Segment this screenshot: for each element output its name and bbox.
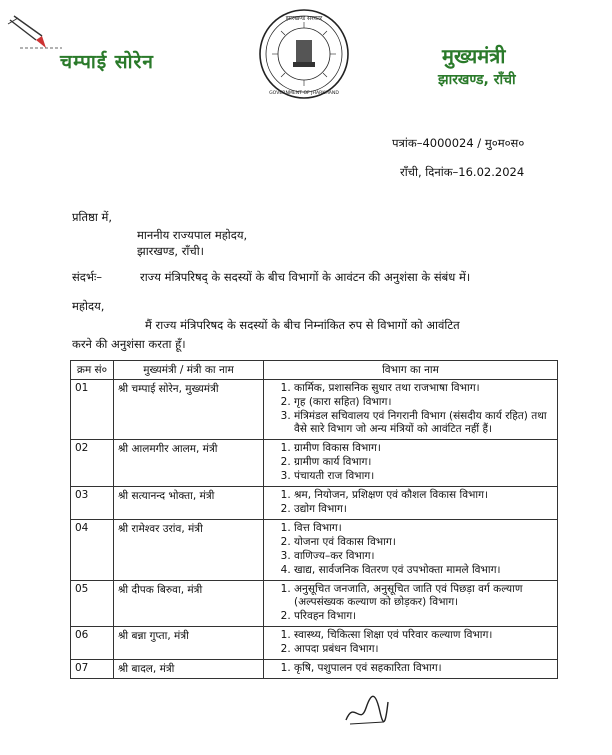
department-item: 1. स्वास्थ्य, चिकित्सा शिक्षा एवं परिवार कल्याण विभाग।	[294, 629, 553, 642]
table-row	[71, 440, 558, 487]
row-serial: 01	[71, 380, 114, 440]
department-item: 2. परिवहन विभाग।	[294, 610, 553, 623]
table-row	[71, 627, 558, 660]
emblem-top-text: झारखण्ड सरकार	[285, 15, 323, 22]
reference-number: पत्रांक–4000024 / मु०म०स०	[392, 136, 525, 150]
row-serial: 06	[71, 627, 114, 660]
row-departments	[264, 627, 558, 660]
row-minister-name: श्री बादल, मंत्री	[114, 660, 264, 679]
address-prefix: प्रतिष्ठा में,	[72, 210, 113, 224]
table-row	[71, 660, 558, 679]
department-list	[268, 583, 553, 623]
signature-icon	[340, 690, 392, 730]
letterhead-location: झारखण्ड, राँची	[438, 72, 516, 88]
department-item: 1. कार्मिक, प्रशासनिक सुधार तथा राजभाषा विभाग।	[294, 382, 553, 395]
header-department: विभाग का नाम	[264, 361, 558, 380]
department-item: 3. पंचायती राज विभाग।	[294, 470, 553, 483]
row-serial: 03	[71, 487, 114, 520]
department-item: 4. खाद्य, सार्वजनिक वितरण एवं उपभोक्ता मामले विभाग।	[294, 564, 553, 577]
row-minister-name: श्री बन्ना गुप्ता, मंत्री	[114, 627, 264, 660]
table-row	[71, 581, 558, 627]
department-list	[268, 662, 553, 675]
row-serial: 07	[71, 660, 114, 679]
department-item: 2. ग्रामीण कार्य विभाग।	[294, 456, 553, 469]
row-minister-name: श्री रामेश्वर उरांव, मंत्री	[114, 520, 264, 581]
department-item: 1. श्रम, नियोजन, प्रशिक्षण एवं कौशल विकास विभाग।	[294, 489, 553, 502]
row-departments	[264, 581, 558, 627]
department-item: 2. योजना एवं विकास विभाग।	[294, 536, 553, 549]
department-list	[268, 382, 553, 436]
row-serial: 02	[71, 440, 114, 487]
row-minister-name: श्री सत्यानन्द भोक्ता, मंत्री	[114, 487, 264, 520]
department-item: 1. कृषि, पशुपालन एवं सहकारिता विभाग।	[294, 662, 553, 675]
letter-date: राँची, दिनांक–16.02.2024	[400, 165, 525, 179]
department-item: 2. उद्योग विभाग।	[294, 503, 553, 516]
subject-text: राज्य मंत्रिपरिषद् के सदस्यों के बीच विभागों के आवंटन की अनुशंसा के संबंध में।	[140, 270, 471, 284]
body-line-1: मैं राज्य मंत्रिपरिषद के सदस्यों के बीच निम्नांकित रुप से विभागों को आवंटित	[145, 318, 460, 332]
table-body	[71, 380, 558, 679]
row-departments	[264, 440, 558, 487]
department-item: 3. मंत्रिमंडल सचिवालय एवं निगरानी विभाग (संसदीय कार्य रहित) तथा वैसे सारे विभाग जो अन्य मंत्रियों को आवंटित नहीं हैं।	[294, 410, 553, 436]
letterhead-designation: मुख्यमंत्री	[442, 44, 506, 68]
department-list	[268, 629, 553, 656]
row-minister-name: श्री दीपक बिरुवा, मंत्री	[114, 581, 264, 627]
address-line-1: माननीय राज्यपाल महोदय,	[137, 228, 248, 242]
department-list	[268, 442, 553, 483]
allocation-table	[70, 360, 558, 679]
row-minister-name: श्री आलमगीर आलम, मंत्री	[114, 440, 264, 487]
department-list	[268, 489, 553, 516]
row-departments	[264, 380, 558, 440]
row-serial: 04	[71, 520, 114, 581]
department-item: 3. वाणिज्य–कर विभाग।	[294, 550, 553, 563]
body-line-2: करने की अनुशंसा करता हूँ।	[72, 337, 186, 351]
letterhead-name: चम्पाई सोरेन	[60, 51, 154, 73]
row-minister-name: श्री चम्पाई सोरेन, मुख्यमंत्री	[114, 380, 264, 440]
department-list	[268, 522, 553, 577]
table-row	[71, 520, 558, 581]
row-departments	[264, 520, 558, 581]
table-row	[71, 487, 558, 520]
header-serial: क्रम सं०	[71, 361, 114, 380]
department-item: 1. ग्रामीण विकास विभाग।	[294, 442, 553, 455]
pen-logo-icon	[6, 10, 66, 56]
department-item: 2. आपदा प्रबंधन विभाग।	[294, 643, 553, 656]
department-item: 1. वित्त विभाग।	[294, 522, 553, 535]
row-departments	[264, 660, 558, 679]
header-minister-name: मुख्यमंत्री / मंत्री का नाम	[114, 361, 264, 380]
department-item: 1. अनुसूचित जनजाति, अनुसूचित जाति एवं पिछड़ा वर्ग कल्याण (अल्पसंख्यक कल्याण को छोड़कर) विभाग।	[294, 583, 553, 609]
department-item: 2. गृह (कारा सहित) विभाग।	[294, 396, 553, 409]
state-emblem-icon	[258, 8, 350, 100]
table-header-row	[71, 361, 558, 380]
emblem-bottom-text: GOVERNMENT OF JHARKHAND	[269, 91, 339, 96]
table-row	[71, 380, 558, 440]
salutation: महोदय,	[72, 299, 105, 313]
row-serial: 05	[71, 581, 114, 627]
subject-label: संदर्भः–	[72, 270, 103, 284]
row-departments	[264, 487, 558, 520]
address-line-2: झारखण्ड, राँची।	[137, 244, 205, 258]
